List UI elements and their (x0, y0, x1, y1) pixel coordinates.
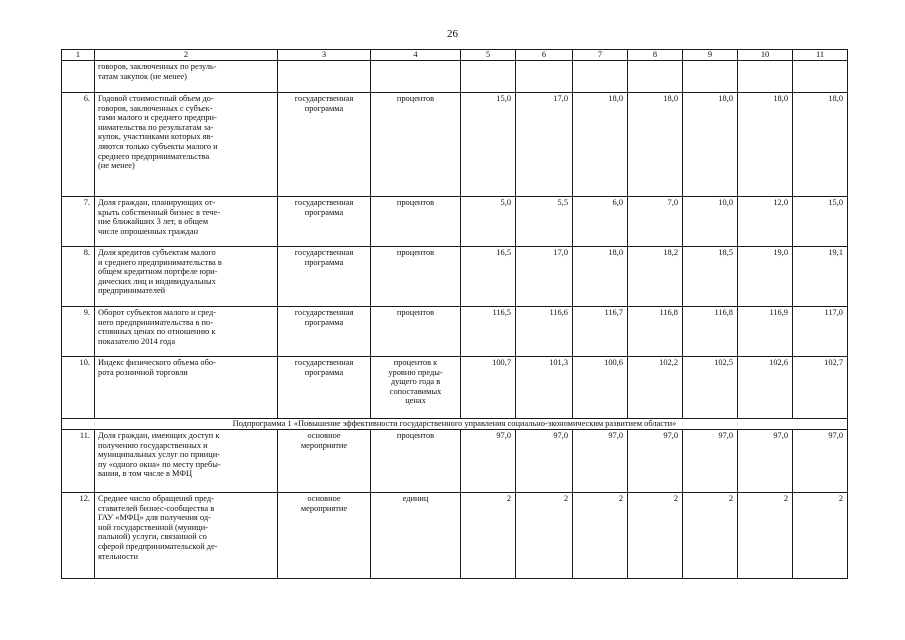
row-number: 6. (62, 93, 95, 197)
table-row (62, 493, 848, 579)
unit-of-measure: процентов (371, 93, 461, 197)
col-header: 10 (738, 50, 793, 61)
value-cell: 18,5 (683, 247, 738, 307)
value-cell: 116,6 (516, 307, 573, 357)
value-cell: 19,0 (738, 247, 793, 307)
table-row (62, 430, 848, 493)
value-cell: 19,1 (793, 247, 848, 307)
value-cell: 2 (628, 493, 683, 579)
value-cell: 117,0 (793, 307, 848, 357)
table-body-subprogram (62, 430, 848, 579)
value-cell: 116,9 (738, 307, 793, 357)
subprogram-row (62, 419, 848, 430)
value-cell: 116,8 (628, 307, 683, 357)
value-cell (683, 61, 738, 93)
unit-of-measure: процентов (371, 197, 461, 247)
value-cell: 18,0 (573, 247, 628, 307)
value-cell: 102,5 (683, 357, 738, 419)
indicator-name: Оборот субъектов малого и сред- него предпринимательства в по- стоянных ценах по отношению к показателю 2014 года (95, 307, 278, 357)
value-cell: 102,2 (628, 357, 683, 419)
row-number: 10. (62, 357, 95, 419)
unit-of-measure: единиц (371, 493, 461, 579)
indicator-name: Доля кредитов субъектам малого и среднего предпринимательства в общем кредитном портфеле юри- дических лиц и индивидуальных предпринимателей (95, 247, 278, 307)
col-header: 2 (95, 50, 278, 61)
program-type: основное мероприятие (278, 430, 371, 493)
value-cell: 10,0 (683, 197, 738, 247)
indicator-name: Доля граждан, имеющих доступ к получению государственных и муниципальных услуг по принци- пу «одного окна» по месту пребы- вания, в том числе в МФЦ (95, 430, 278, 493)
table-row (62, 247, 848, 307)
program-type (278, 61, 371, 93)
value-cell (573, 61, 628, 93)
subprogram-title: Подпрограмма 1 «Повышение эффективности государственного управления социально-экономическим развитием области» (62, 419, 848, 430)
col-header: 7 (573, 50, 628, 61)
indicator-name: Годовой стоимостный объем до- говоров, заключенных с субъек- тами малого и среднего предпри- нимательства по результатам за- купок, участниками которых яв- ляются только субъекты малого и среднего предпринимательства (не менее) (95, 93, 278, 197)
col-header: 11 (793, 50, 848, 61)
value-cell: 97,0 (461, 430, 516, 493)
row-number: 11. (62, 430, 95, 493)
unit-of-measure: процентов к уровню преды- дущего года в сопоставимых ценах (371, 357, 461, 419)
row-number: 8. (62, 247, 95, 307)
value-cell: 2 (516, 493, 573, 579)
indicator-name: Среднее число обращений пред- ставителей бизнес-сообщества в ГАУ «МФЦ» для получения од- ной государственной (муници- пальной) услуги, связанной со сферой предпринимательской де- ятельности (95, 493, 278, 579)
unit-of-measure: процентов (371, 430, 461, 493)
program-type: государственная программа (278, 197, 371, 247)
unit-of-measure (371, 61, 461, 93)
value-cell: 100,6 (573, 357, 628, 419)
program-type: государственная программа (278, 93, 371, 197)
row-number (62, 61, 95, 93)
col-header: 6 (516, 50, 573, 61)
row-number: 7. (62, 197, 95, 247)
table-body-state-program (62, 61, 848, 419)
value-cell (628, 61, 683, 93)
header-row (62, 50, 848, 61)
value-cell: 116,7 (573, 307, 628, 357)
row-number: 9. (62, 307, 95, 357)
value-cell: 7,0 (628, 197, 683, 247)
value-cell: 15,0 (461, 93, 516, 197)
indicator-name: Индекс физического объема обо- рота розничной торговли (95, 357, 278, 419)
table-row (62, 93, 848, 197)
unit-of-measure: процентов (371, 247, 461, 307)
value-cell (793, 61, 848, 93)
value-cell: 18,0 (573, 93, 628, 197)
value-cell (461, 61, 516, 93)
value-cell: 18,0 (628, 93, 683, 197)
value-cell (738, 61, 793, 93)
program-type: основное мероприятие (278, 493, 371, 579)
value-cell: 101,3 (516, 357, 573, 419)
table-row (62, 197, 848, 247)
indicators-table (61, 49, 848, 579)
indicator-name: говоров, заключенных по резуль- татам закупок (не менее) (95, 61, 278, 93)
value-cell: 2 (793, 493, 848, 579)
col-header: 5 (461, 50, 516, 61)
row-number: 12. (62, 493, 95, 579)
value-cell: 116,5 (461, 307, 516, 357)
table-row (62, 307, 848, 357)
value-cell: 2 (573, 493, 628, 579)
value-cell: 18,0 (683, 93, 738, 197)
value-cell (516, 61, 573, 93)
value-cell: 97,0 (793, 430, 848, 493)
value-cell: 18,0 (738, 93, 793, 197)
value-cell: 5,0 (461, 197, 516, 247)
value-cell: 97,0 (683, 430, 738, 493)
value-cell: 2 (461, 493, 516, 579)
table-row (62, 61, 848, 93)
value-cell: 15,0 (793, 197, 848, 247)
value-cell: 102,6 (738, 357, 793, 419)
indicator-name: Доля граждан, планирующих от- крыть собственный бизнес в тече- ние ближайших 3 лет, в общем числе опрошенных граждан (95, 197, 278, 247)
value-cell: 16,5 (461, 247, 516, 307)
value-cell: 2 (683, 493, 738, 579)
col-header: 8 (628, 50, 683, 61)
table-row (62, 357, 848, 419)
value-cell: 18,2 (628, 247, 683, 307)
value-cell: 97,0 (573, 430, 628, 493)
col-header: 3 (278, 50, 371, 61)
value-cell: 5,5 (516, 197, 573, 247)
col-header: 4 (371, 50, 461, 61)
page-number: 26 (447, 28, 458, 40)
value-cell: 100,7 (461, 357, 516, 419)
value-cell: 12,0 (738, 197, 793, 247)
value-cell: 97,0 (516, 430, 573, 493)
col-header: 9 (683, 50, 738, 61)
value-cell: 102,7 (793, 357, 848, 419)
value-cell: 6,0 (573, 197, 628, 247)
program-type: государственная программа (278, 307, 371, 357)
value-cell: 2 (738, 493, 793, 579)
value-cell: 17,0 (516, 247, 573, 307)
value-cell: 116,8 (683, 307, 738, 357)
program-type: государственная программа (278, 357, 371, 419)
value-cell: 18,0 (793, 93, 848, 197)
value-cell: 17,0 (516, 93, 573, 197)
unit-of-measure: процентов (371, 307, 461, 357)
value-cell: 97,0 (628, 430, 683, 493)
value-cell: 97,0 (738, 430, 793, 493)
program-type: государственная программа (278, 247, 371, 307)
col-header: 1 (62, 50, 95, 61)
